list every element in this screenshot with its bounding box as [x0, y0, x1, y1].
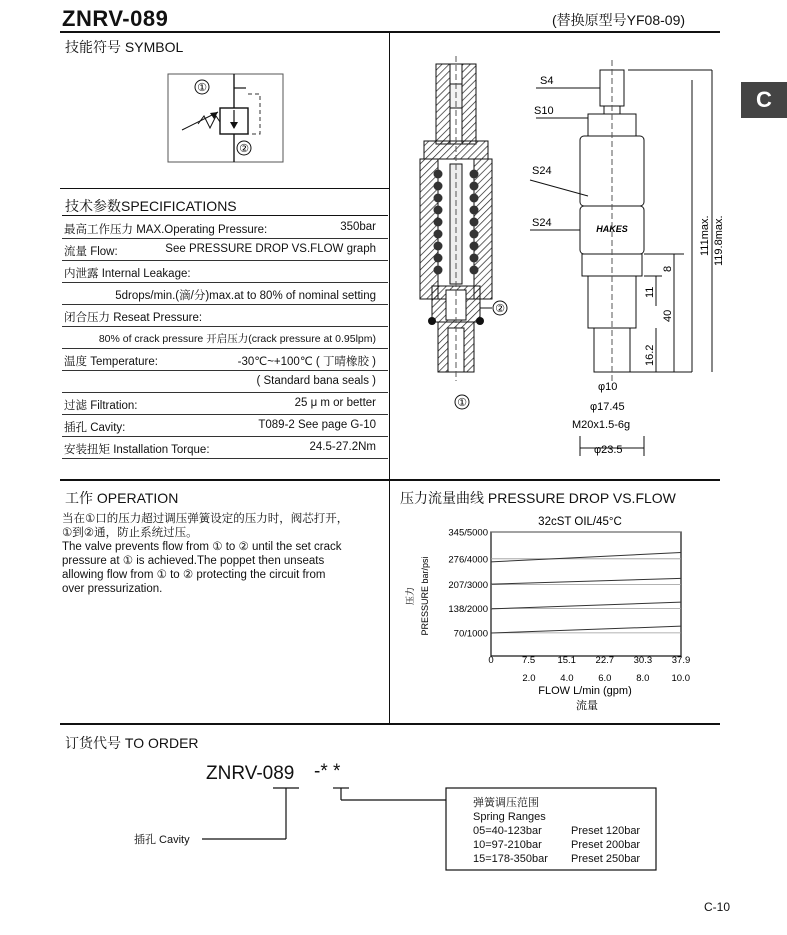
- dim-thread: M20x1.5-6g: [572, 419, 631, 431]
- dim-dia-17-45: φ17.45: [590, 401, 625, 413]
- specs-title: 技术参数SPECIFICATIONS: [65, 198, 237, 214]
- operation-line: allowing flow from ① to ② protecting the circuit from: [62, 569, 326, 581]
- spec-value: 25 μ m or better: [294, 397, 376, 409]
- middle-rule: [60, 479, 720, 481]
- cavity-label: 插孔 Cavity: [134, 834, 190, 846]
- y-tick-label: 207/3000: [448, 580, 488, 592]
- operation-line: over pressurization.: [62, 583, 163, 595]
- y-axis-label-cn: 压力: [405, 586, 415, 606]
- operation-line: The valve prevents flow from ① to ② until the set crack: [62, 541, 342, 553]
- operation-line: 当在①口的压力超过调压弹簧设定的压力时，阀芯打开，: [62, 513, 349, 525]
- spec-value: -30℃~+100℃ ( 丁晴橡胶 ): [237, 356, 376, 368]
- operation-line: ①到②通，防止系统过压。: [62, 527, 198, 539]
- order-code: ZNRV-089: [206, 763, 295, 784]
- specs-title-rule: [62, 215, 388, 216]
- x-tick-label: 0: [488, 655, 494, 666]
- spec-row-torque: [62, 437, 388, 459]
- x-tick-label-gpm: 8.0: [636, 673, 650, 684]
- spring-title-cn: 弹簧调压范围: [473, 797, 539, 809]
- column-divider: [389, 33, 390, 723]
- header-rule: [60, 31, 720, 33]
- spec-row-temperature: [62, 349, 388, 371]
- spec-label: 插孔 Cavity:: [64, 422, 126, 434]
- label-s10: S10: [534, 105, 554, 117]
- symbol-port-1: ①: [197, 82, 207, 94]
- x-axis-label: FLOW L/min (gpm): [538, 685, 632, 697]
- order-suffix: -* *: [314, 761, 341, 782]
- label-s24-top: S24: [532, 165, 552, 177]
- spec-value: 24.5-27.2Nm: [309, 441, 376, 453]
- x-tick-label-gpm: 6.0: [598, 673, 612, 684]
- spec-row-reseat-value: [62, 327, 388, 349]
- x-tick-label: 7.5: [521, 655, 536, 666]
- dim-16-2: 16.2: [644, 344, 656, 366]
- spec-label: 流量 Flow:: [64, 246, 118, 258]
- dim-40: 40: [662, 309, 674, 322]
- spring-ranges-box: [473, 796, 640, 866]
- spec-label: 安装扭矩 Installation Torque:: [64, 444, 210, 456]
- y-axis-label: PRESSURE bar/psi: [420, 556, 430, 636]
- spec-label: 最高工作压力 MAX.Operating Pressure:: [64, 224, 268, 236]
- drawing-brand: HAKES: [596, 224, 628, 234]
- x-tick-label: 37.9: [671, 655, 691, 666]
- label-s24-bottom: S24: [532, 217, 552, 229]
- operation-title: 工作 OPERATION: [65, 490, 179, 506]
- label-s4: S4: [540, 75, 554, 87]
- spec-value: 80% of crack pressure 开启压力(crack pressure at 0.95lpm): [98, 333, 376, 345]
- dim-dia-23-5: φ23.5: [594, 444, 623, 456]
- spring-range: 05=40-123bar: [473, 825, 542, 837]
- x-tick-label: 22.7: [595, 655, 615, 666]
- y-tick-label: 276/4000: [448, 554, 488, 566]
- cross-section: [420, 56, 507, 409]
- spec-label: 过滤 Filtration:: [64, 400, 138, 412]
- y-tick-label: 138/2000: [448, 603, 488, 615]
- spec-value: ( Standard bana seals ): [256, 375, 376, 387]
- spec-row-cavity: [62, 415, 388, 437]
- symbol-port-2: ②: [239, 143, 249, 155]
- spec-row-pressure: [62, 217, 388, 239]
- x-tick-label-gpm: 2.0: [522, 673, 536, 684]
- replacement-model: (替换原型号YF08-09): [552, 12, 686, 28]
- spec-label: 内泄露 Internal Leakage:: [64, 268, 191, 280]
- spec-value: 350bar: [340, 221, 376, 233]
- outline-view: [530, 60, 712, 456]
- dim-dia-10: φ10: [598, 381, 618, 393]
- spec-label: 闭合压力 Reseat Pressure:: [64, 312, 203, 324]
- dim-111: 111max.: [699, 215, 711, 256]
- page-number: C-10: [704, 900, 731, 914]
- drawing-port-1: ①: [457, 397, 467, 409]
- dim-119: 119.8max.: [713, 215, 725, 266]
- symbol-title: 技能符号 SYMBOL: [65, 39, 184, 55]
- spring-range-row: [473, 824, 640, 838]
- x-tick-label-gpm: 4.0: [560, 673, 574, 684]
- model-title: ZNRV-089: [62, 6, 169, 31]
- pressure-flow-chart: [395, 508, 725, 718]
- spec-value: 5drops/min.(滴/分)max.at to 80% of nominal setting: [115, 290, 376, 302]
- spec-row-filtration: [62, 393, 388, 415]
- spec-row-reseat: [62, 305, 388, 327]
- spec-row-leakage: [62, 261, 388, 283]
- y-tick-label: 70/1000: [453, 628, 488, 640]
- operation-text: [62, 512, 387, 596]
- drawing-port-2: ②: [495, 303, 505, 315]
- x-axis-label-cn: 流量: [576, 700, 598, 712]
- spring-range: 15=178-350bar: [473, 853, 548, 865]
- x-tick-label: 15.1: [557, 655, 576, 666]
- spring-preset: Preset 250bar: [571, 853, 641, 865]
- x-tick-label-gpm: 10.0: [671, 673, 690, 684]
- chart-subtitle: 32cST OIL/45°C: [538, 516, 622, 528]
- chart-title: 压力流量曲线 PRESSURE DROP VS.FLOW: [400, 490, 676, 506]
- valve-drawing: [392, 36, 732, 466]
- spring-range: 10=97-210bar: [473, 839, 542, 851]
- section-tab: C: [741, 82, 787, 118]
- spec-row-flow: [62, 239, 388, 261]
- spec-value: T089-2 See page G-10: [258, 419, 376, 431]
- spec-label: 温度 Temperature:: [64, 356, 158, 368]
- spec-row-leakage-value: [62, 283, 388, 305]
- spring-preset: Preset 120bar: [571, 825, 641, 837]
- spring-title-en: Spring Ranges: [473, 811, 546, 823]
- dim-8: 8: [662, 265, 674, 272]
- spec-row-seals: [62, 371, 388, 393]
- spring-range-row: [473, 852, 640, 866]
- bottom-rule: [60, 723, 720, 725]
- spec-value: See PRESSURE DROP VS.FLOW graph: [165, 243, 376, 255]
- x-tick-label: 30.3: [633, 655, 653, 666]
- spring-range-row: [473, 838, 640, 852]
- y-tick-label: 345/5000: [448, 527, 488, 539]
- order-title: 订货代号 TO ORDER: [65, 735, 199, 751]
- operation-line: pressure at ① is achieved.The poppet then unseats: [62, 555, 325, 567]
- plot-area: [491, 532, 681, 656]
- dim-11: 11: [644, 286, 656, 298]
- valve-symbol: [160, 70, 288, 166]
- specs-top-rule: [60, 188, 389, 189]
- spring-preset: Preset 200bar: [571, 839, 641, 851]
